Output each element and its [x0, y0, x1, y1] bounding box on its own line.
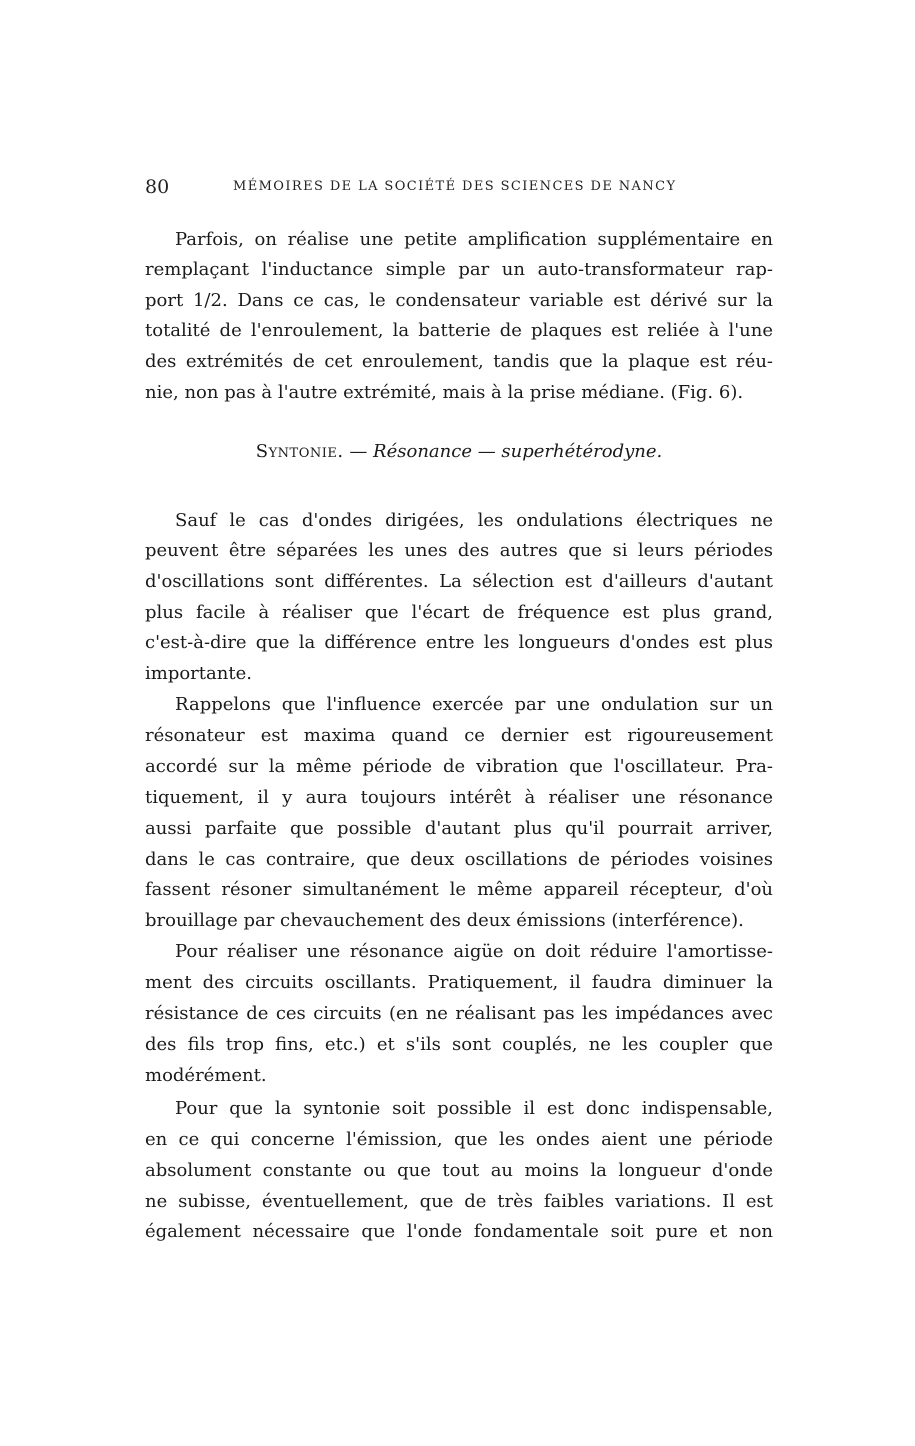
text-line: brouillage par chevauchement des deux émissions (interférence).: [145, 910, 744, 931]
text-line: en ce qui concerne l'émission, que les ondes aient une période: [145, 1129, 773, 1150]
text-line: dans le cas contraire, que deux oscillations de périodes voisines: [145, 849, 773, 870]
text-line: c'est-à-dire que la différence entre les longueurs d'ondes est plus: [145, 632, 773, 653]
text-line: des extrémités de cet enroulement, tandis que la plaque est réu-: [145, 351, 773, 372]
text-line: remplaçant l'inductance simple par un auto-transformateur rap-: [145, 259, 773, 280]
text-line: ment des circuits oscillants. Pratiquement, il faudra diminuer la: [145, 972, 773, 993]
text-line: absolument constante ou que tout au moins la longueur d'onde: [145, 1160, 773, 1181]
text-line: peuvent être séparées les unes des autres que si leurs périodes: [145, 540, 773, 561]
text-line: des fils trop fins, etc.) et s'ils sont couplés, ne les coupler que: [145, 1034, 773, 1055]
text-line: port 1/2. Dans ce cas, le condensateur variable est dérivé sur la: [145, 290, 773, 311]
text-line: résistance de ces circuits (en ne réalisant pas les impédances avec: [145, 1003, 773, 1024]
text-line: Pour réaliser une résonance aigüe on doit réduire l'amortisse-: [175, 941, 773, 962]
text-line: Rappelons que l'influence exercée par une ondulation sur un: [175, 694, 773, 715]
text-line: d'oscillations sont différentes. La sélection est d'ailleurs d'autant: [145, 571, 773, 592]
section-heading: [145, 437, 773, 467]
running-title: MÉMOIRES DE LA SOCIÉTÉ DES SCIENCES DE NANCY: [233, 179, 677, 194]
text-line: ne subisse, éventuellement, que de très faibles variations. Il est: [145, 1191, 773, 1212]
text-line: accordé sur la même période de vibration que l'oscillateur. Pra-: [145, 756, 773, 777]
text-line: fassent résoner simultanément le même appareil récepteur, d'où: [145, 879, 773, 900]
text-line: également nécessaire que l'onde fondamentale soit pure et non: [145, 1221, 773, 1242]
text-line: modérément.: [145, 1065, 267, 1086]
text-line: tiquement, il y aura toujours intérêt à réaliser une résonance: [145, 787, 773, 808]
section-heading-subtitle: — Résonance — superhétérodyne.: [343, 441, 663, 462]
text-line: Sauf le cas d'ondes dirigées, les ondulations électriques ne: [175, 510, 773, 531]
page-header: [145, 176, 779, 200]
text-line: résonateur est maxima quand ce dernier est rigoureusement: [145, 725, 773, 746]
text-line: Pour que la syntonie soit possible il est donc indispensable,: [175, 1098, 773, 1119]
page-number: 80: [145, 176, 170, 198]
text-line: importante.: [145, 663, 252, 684]
text-line: plus facile à réaliser que l'écart de fréquence est plus grand,: [145, 602, 773, 623]
text-line: Parfois, on réalise une petite amplification supplémentaire en: [175, 229, 773, 250]
text-line: totalité de l'enroulement, la batterie de plaques est reliée à l'une: [145, 320, 773, 341]
text-line: aussi parfaite que possible d'autant plus qu'il pourrait arriver,: [145, 818, 773, 839]
section-heading-label: Syntonie.: [255, 441, 344, 462]
text-line: nie, non pas à l'autre extrémité, mais à la prise médiane. (Fig. 6).: [145, 382, 744, 403]
